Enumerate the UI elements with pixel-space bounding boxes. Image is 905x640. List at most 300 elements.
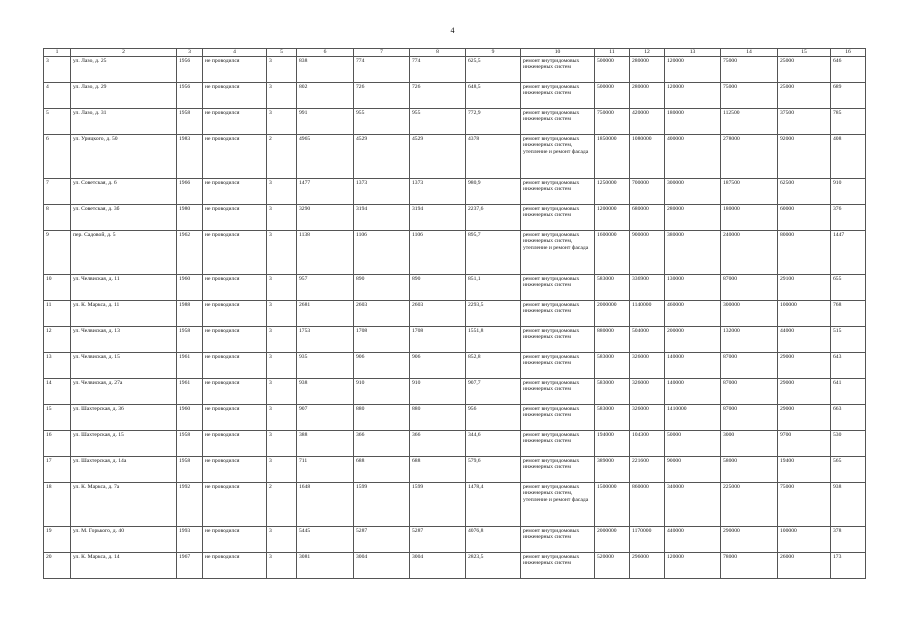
cell-area-living: 4529: [354, 135, 410, 179]
cell-cost-owners: 80000: [778, 231, 831, 275]
cell-cost-owners: 100000: [778, 527, 831, 553]
cell-cost-fund: 1080000: [630, 135, 665, 179]
cell-floors: 3: [267, 205, 297, 231]
cell-area-residential: 890: [410, 275, 466, 301]
cell-work-type: ремонт внутридомовых инженерных систем: [521, 179, 595, 205]
cell-year-built: 1961: [177, 379, 203, 405]
cell-area-apartments: 852,8: [466, 353, 521, 379]
cell-area-living: 1708: [354, 327, 410, 353]
cell-last-repair: не проводился: [203, 231, 267, 275]
cell-area-total: 5445: [297, 527, 354, 553]
cell-work-type: ремонт внутридомовых инженерных систем, утепление и ремонт фасада: [521, 483, 595, 527]
cell-area-residential: 1708: [410, 327, 466, 353]
cell-address: пер. Садовой, д. 5: [71, 231, 177, 275]
cell-area-apartments: 4076,8: [466, 527, 521, 553]
cell-area-total: 1648: [297, 483, 354, 527]
cell-last-repair: не проводился: [203, 301, 267, 327]
cell-work-type: ремонт внутридомовых инженерных систем: [521, 405, 595, 431]
cell-address: ул. Лазо, д. 31: [71, 109, 177, 135]
cell-cost-per-sqm: 663: [831, 405, 866, 431]
cell-area-total: 3081: [297, 553, 354, 579]
cell-cost-owners: 75000: [778, 483, 831, 527]
cell-work-type: ремонт внутридомовых инженерных систем: [521, 301, 595, 327]
cell-row-number: 17: [44, 457, 71, 483]
cell-cost-owners: 25000: [778, 57, 831, 83]
cell-area-residential: 688: [410, 457, 466, 483]
cell-cost-municipal: 180000: [721, 205, 778, 231]
cell-cost-fund: 860000: [630, 483, 665, 527]
column-header: 10: [521, 49, 595, 57]
cell-row-number: 12: [44, 327, 71, 353]
cell-area-living: 1373: [354, 179, 410, 205]
cell-address: ул. М. Горького, д. 40: [71, 527, 177, 553]
cell-year-built: 1960: [177, 405, 203, 431]
cell-last-repair: не проводился: [203, 135, 267, 179]
cell-cost-fund: 1170000: [630, 527, 665, 553]
cell-floors: 3: [267, 57, 297, 83]
cell-area-total: 388: [297, 431, 354, 457]
cell-cost-per-sqm: 910: [831, 179, 866, 205]
cell-cost-total: 2000000: [595, 527, 630, 553]
cell-area-apartments: 980,9: [466, 179, 521, 205]
cell-row-number: 10: [44, 275, 71, 301]
cell-cost-region: 280000: [665, 205, 721, 231]
cell-last-repair: не проводился: [203, 57, 267, 83]
column-header: 12: [630, 49, 665, 57]
cell-area-total: 2681: [297, 301, 354, 327]
cell-cost-owners: 62500: [778, 179, 831, 205]
cell-last-repair: не проводился: [203, 527, 267, 553]
cell-address: ул. Урицкого, д. 50: [71, 135, 177, 179]
cell-cost-region: 460000: [665, 301, 721, 327]
cell-area-apartments: 579,6: [466, 457, 521, 483]
cell-area-living: 910: [354, 379, 410, 405]
cell-cost-region: 90000: [665, 457, 721, 483]
cell-cost-fund: 326000: [630, 405, 665, 431]
cell-cost-per-sqm: 378: [831, 527, 866, 553]
cell-cost-per-sqm: 689: [831, 83, 866, 109]
cell-cost-municipal: 75000: [721, 57, 778, 83]
cell-cost-municipal: 290000: [721, 527, 778, 553]
cell-cost-owners: 19400: [778, 457, 831, 483]
cell-last-repair: не проводился: [203, 431, 267, 457]
cell-work-type: ремонт внутридомовых инженерных систем: [521, 275, 595, 301]
cell-cost-total: 583000: [595, 353, 630, 379]
column-header: 6: [297, 49, 354, 57]
table-row: [44, 109, 866, 135]
cell-year-built: 1980: [177, 205, 203, 231]
cell-cost-per-sqm: 515: [831, 327, 866, 353]
cell-area-total: 802: [297, 83, 354, 109]
cell-row-number: 19: [44, 527, 71, 553]
cell-area-residential: 1106: [410, 231, 466, 275]
cell-year-built: 1960: [177, 275, 203, 301]
cell-cost-municipal: 112500: [721, 109, 778, 135]
cell-cost-per-sqm: 173: [831, 553, 866, 579]
cell-floors: 3: [267, 301, 297, 327]
cell-area-total: 991: [297, 109, 354, 135]
table-row: [44, 135, 866, 179]
cell-cost-region: 120000: [665, 83, 721, 109]
cell-floors: 3: [267, 379, 297, 405]
cell-cost-per-sqm: 646: [831, 57, 866, 83]
cell-cost-region: 120000: [665, 553, 721, 579]
cell-cost-per-sqm: 376: [831, 205, 866, 231]
cell-cost-municipal: 3000: [721, 431, 778, 457]
cell-cost-owners: 29000: [778, 405, 831, 431]
column-header: 5: [267, 49, 297, 57]
cell-area-residential: 726: [410, 83, 466, 109]
cell-work-type: ремонт внутридомовых инженерных систем: [521, 57, 595, 83]
cell-last-repair: не проводился: [203, 109, 267, 135]
cell-cost-owners: 100000: [778, 301, 831, 327]
cell-cost-per-sqm: 785: [831, 109, 866, 135]
cell-floors: 3: [267, 275, 297, 301]
cell-year-built: 1988: [177, 301, 203, 327]
column-header: 8: [410, 49, 466, 57]
column-header: 9: [466, 49, 521, 57]
cell-area-living: 955: [354, 109, 410, 135]
cell-cost-municipal: 132000: [721, 327, 778, 353]
cell-area-total: 711: [297, 457, 354, 483]
cell-cost-region: 200000: [665, 327, 721, 353]
cell-floors: 3: [267, 457, 297, 483]
cell-address: ул. Лазо, д. 25: [71, 57, 177, 83]
cell-work-type: ремонт внутридомовых инженерных систем: [521, 431, 595, 457]
cell-cost-total: 880000: [595, 327, 630, 353]
cell-cost-municipal: 300000: [721, 301, 778, 327]
cell-area-apartments: 1478,4: [466, 483, 521, 527]
table-row: [44, 179, 866, 205]
table-row: [44, 405, 866, 431]
cell-area-residential: 5287: [410, 527, 466, 553]
cell-cost-municipal: 278000: [721, 135, 778, 179]
cell-area-apartments: 2237,6: [466, 205, 521, 231]
cell-last-repair: не проводился: [203, 483, 267, 527]
table-row: [44, 275, 866, 301]
cell-address: ул. Советская, д. 6: [71, 179, 177, 205]
table-row: [44, 205, 866, 231]
table-row: [44, 483, 866, 527]
cell-cost-total: 583000: [595, 405, 630, 431]
page-number: 4: [450, 26, 455, 35]
cell-cost-per-sqm: 938: [831, 483, 866, 527]
cell-area-living: 5287: [354, 527, 410, 553]
cell-area-living: 688: [354, 457, 410, 483]
cell-area-total: 938: [297, 379, 354, 405]
column-header: 1: [44, 49, 71, 57]
cell-cost-owners: 92000: [778, 135, 831, 179]
cell-last-repair: не проводился: [203, 275, 267, 301]
cell-row-number: 8: [44, 205, 71, 231]
cell-work-type: ремонт внутридомовых инженерных систем: [521, 353, 595, 379]
cell-cost-per-sqm: 530: [831, 431, 866, 457]
cell-area-living: 2603: [354, 301, 410, 327]
cell-area-total: 838: [297, 57, 354, 83]
column-header: 3: [177, 49, 203, 57]
cell-area-total: 935: [297, 353, 354, 379]
cell-area-living: 890: [354, 275, 410, 301]
cell-cost-total: 500000: [595, 57, 630, 83]
cell-cost-total: 583000: [595, 275, 630, 301]
column-header: 4: [203, 49, 267, 57]
cell-address: ул. Советская, д. 3б: [71, 205, 177, 231]
table-row: [44, 353, 866, 379]
cell-cost-total: 389000: [595, 457, 630, 483]
cell-area-living: 3194: [354, 205, 410, 231]
cell-cost-per-sqm: 643: [831, 353, 866, 379]
cell-cost-owners: 29000: [778, 353, 831, 379]
cell-cost-region: 440000: [665, 527, 721, 553]
cell-address: ул. К. Маркса, д. 7а: [71, 483, 177, 527]
cell-cost-owners: 25000: [778, 83, 831, 109]
cell-row-number: 16: [44, 431, 71, 457]
cell-area-residential: 880: [410, 405, 466, 431]
cell-area-total: 1753: [297, 327, 354, 353]
cell-cost-municipal: 225000: [721, 483, 778, 527]
cell-cost-total: 2000000: [595, 301, 630, 327]
table-row: [44, 83, 866, 109]
cell-cost-total: 1850000: [595, 135, 630, 179]
cell-area-apartments: 648,5: [466, 83, 521, 109]
cell-cost-fund: 420000: [630, 109, 665, 135]
cell-cost-municipal: 187500: [721, 179, 778, 205]
cell-year-built: 1956: [177, 83, 203, 109]
cell-area-residential: 3004: [410, 553, 466, 579]
cell-row-number: 18: [44, 483, 71, 527]
cell-last-repair: не проводился: [203, 553, 267, 579]
cell-cost-total: 583000: [595, 379, 630, 405]
cell-cost-fund: 336900: [630, 275, 665, 301]
cell-area-residential: 4529: [410, 135, 466, 179]
table-body: [44, 57, 866, 579]
cell-cost-fund: 296000: [630, 553, 665, 579]
cell-cost-total: 500000: [595, 83, 630, 109]
cell-floors: 3: [267, 109, 297, 135]
cell-cost-total: 1600000: [595, 231, 630, 275]
table-row: [44, 231, 866, 275]
cell-year-built: 1958: [177, 457, 203, 483]
cell-area-apartments: 2293,5: [466, 301, 521, 327]
cell-work-type: ремонт внутридомовых инженерных систем, утепление и ремонт фасада: [521, 135, 595, 179]
column-header: 11: [595, 49, 630, 57]
cell-row-number: 14: [44, 379, 71, 405]
column-header: 13: [665, 49, 721, 57]
cell-work-type: ремонт внутридомовых инженерных систем: [521, 205, 595, 231]
cell-cost-region: 120000: [665, 57, 721, 83]
cell-cost-total: 520000: [595, 553, 630, 579]
cell-last-repair: не проводился: [203, 379, 267, 405]
cell-cost-fund: 326000: [630, 379, 665, 405]
cell-row-number: 5: [44, 109, 71, 135]
cell-area-residential: 906: [410, 353, 466, 379]
cell-area-apartments: 625,5: [466, 57, 521, 83]
cell-floors: 3: [267, 327, 297, 353]
cell-area-residential: 1599: [410, 483, 466, 527]
cell-last-repair: не проводился: [203, 327, 267, 353]
table-row: [44, 379, 866, 405]
column-header: 16: [831, 49, 866, 57]
cell-area-apartments: 907,7: [466, 379, 521, 405]
cell-last-repair: не проводился: [203, 205, 267, 231]
cell-work-type: ремонт внутридомовых инженерных систем: [521, 83, 595, 109]
cell-cost-region: 50000: [665, 431, 721, 457]
cell-year-built: 1983: [177, 135, 203, 179]
cell-cost-municipal: 78000: [721, 553, 778, 579]
cell-cost-owners: 26000: [778, 553, 831, 579]
cell-cost-fund: 104300: [630, 431, 665, 457]
cell-area-total: 957: [297, 275, 354, 301]
cell-area-total: 907: [297, 405, 354, 431]
cell-area-apartments: 895,7: [466, 231, 521, 275]
cell-cost-per-sqm: 641: [831, 379, 866, 405]
cell-area-residential: 366: [410, 431, 466, 457]
cell-area-residential: 2603: [410, 301, 466, 327]
cell-work-type: ремонт внутридомовых инженерных систем: [521, 327, 595, 353]
cell-row-number: 11: [44, 301, 71, 327]
cell-area-living: 366: [354, 431, 410, 457]
cell-cost-region: 130000: [665, 275, 721, 301]
cell-floors: 2: [267, 135, 297, 179]
cell-floors: 3: [267, 405, 297, 431]
table-row: [44, 301, 866, 327]
cell-area-apartments: 1551,8: [466, 327, 521, 353]
cell-last-repair: не проводился: [203, 83, 267, 109]
cell-cost-municipal: 58000: [721, 457, 778, 483]
cell-work-type: ремонт внутридомовых инженерных систем: [521, 379, 595, 405]
cell-last-repair: не проводился: [203, 457, 267, 483]
cell-cost-per-sqm: 1447: [831, 231, 866, 275]
cell-cost-region: 180000: [665, 109, 721, 135]
column-number-row: [44, 49, 866, 57]
cell-area-living: 1106: [354, 231, 410, 275]
cell-address: ул. Шахтерская, д. 14а: [71, 457, 177, 483]
cell-row-number: 6: [44, 135, 71, 179]
cell-row-number: 4: [44, 83, 71, 109]
cell-floors: 3: [267, 431, 297, 457]
table-row: [44, 553, 866, 579]
cell-cost-fund: 221600: [630, 457, 665, 483]
cell-year-built: 1992: [177, 483, 203, 527]
cell-area-residential: 955: [410, 109, 466, 135]
cell-area-total: 3290: [297, 205, 354, 231]
cell-area-living: 3004: [354, 553, 410, 579]
cell-address: ул. Лазо, д. 29: [71, 83, 177, 109]
cell-cost-fund: 900000: [630, 231, 665, 275]
cell-year-built: 1958: [177, 109, 203, 135]
cell-last-repair: не проводился: [203, 179, 267, 205]
cell-area-residential: 774: [410, 57, 466, 83]
cell-area-residential: 910: [410, 379, 466, 405]
cell-area-apartments: 772,9: [466, 109, 521, 135]
cell-cost-municipal: 87000: [721, 405, 778, 431]
cell-cost-region: 400000: [665, 135, 721, 179]
cell-area-residential: 3194: [410, 205, 466, 231]
table-row: [44, 57, 866, 83]
cell-year-built: 1958: [177, 327, 203, 353]
cell-cost-total: 750000: [595, 109, 630, 135]
cell-cost-fund: 280000: [630, 57, 665, 83]
cell-year-built: 1956: [177, 57, 203, 83]
cell-year-built: 1967: [177, 553, 203, 579]
cell-cost-per-sqm: 655: [831, 275, 866, 301]
cell-area-residential: 1373: [410, 179, 466, 205]
cell-cost-fund: 326000: [630, 353, 665, 379]
cell-cost-region: 300000: [665, 179, 721, 205]
cell-address: ул. Челвиская, д. 13: [71, 327, 177, 353]
cell-cost-owners: 44000: [778, 327, 831, 353]
cell-area-living: 1599: [354, 483, 410, 527]
cell-cost-owners: 29100: [778, 275, 831, 301]
cell-cost-total: 1250000: [595, 179, 630, 205]
cell-year-built: 1958: [177, 431, 203, 457]
cell-area-living: 906: [354, 353, 410, 379]
cell-floors: 3: [267, 353, 297, 379]
cell-area-apartments: 2823,5: [466, 553, 521, 579]
cell-row-number: 20: [44, 553, 71, 579]
cell-floors: 3: [267, 83, 297, 109]
cell-cost-region: 140000: [665, 353, 721, 379]
column-header: 7: [354, 49, 410, 57]
cell-cost-per-sqm: 408: [831, 135, 866, 179]
cell-work-type: ремонт внутридомовых инженерных систем: [521, 527, 595, 553]
cell-work-type: ремонт внутридомовых инженерных систем: [521, 457, 595, 483]
cell-address: ул. Шахтерская, д. 15: [71, 431, 177, 457]
housing-repair-table: [43, 48, 866, 579]
cell-address: ул. Шахтерская, д. 36: [71, 405, 177, 431]
cell-area-total: 4965: [297, 135, 354, 179]
cell-area-apartments: 956: [466, 405, 521, 431]
cell-row-number: 9: [44, 231, 71, 275]
cell-year-built: 1993: [177, 527, 203, 553]
cell-address: ул. Челвиская, д. 11: [71, 275, 177, 301]
cell-area-apartments: 4378: [466, 135, 521, 179]
cell-row-number: 3: [44, 57, 71, 83]
cell-cost-region: 380000: [665, 231, 721, 275]
cell-area-living: 774: [354, 57, 410, 83]
cell-floors: 3: [267, 527, 297, 553]
cell-year-built: 1966: [177, 179, 203, 205]
table-row: [44, 457, 866, 483]
cell-address: ул. Челвиская, д. 27а: [71, 379, 177, 405]
table-row: [44, 327, 866, 353]
cell-floors: 3: [267, 231, 297, 275]
cell-area-living: 880: [354, 405, 410, 431]
cell-cost-per-sqm: 768: [831, 301, 866, 327]
table-row: [44, 431, 866, 457]
cell-address: ул. К. Маркса, д. 14: [71, 553, 177, 579]
cell-cost-owners: 37500: [778, 109, 831, 135]
cell-year-built: 1962: [177, 231, 203, 275]
cell-cost-region: 140000: [665, 379, 721, 405]
cell-row-number: 13: [44, 353, 71, 379]
cell-area-apartments: 344,6: [466, 431, 521, 457]
cell-cost-fund: 680000: [630, 205, 665, 231]
cell-row-number: 7: [44, 179, 71, 205]
cell-last-repair: не проводился: [203, 353, 267, 379]
cell-cost-fund: 700000: [630, 179, 665, 205]
cell-row-number: 15: [44, 405, 71, 431]
cell-area-total: 1477: [297, 179, 354, 205]
cell-cost-municipal: 87000: [721, 379, 778, 405]
cell-area-apartments: 851,1: [466, 275, 521, 301]
cell-year-built: 1961: [177, 353, 203, 379]
cell-area-total: 1138: [297, 231, 354, 275]
cell-cost-owners: 29000: [778, 379, 831, 405]
cell-work-type: ремонт внутридомовых инженерных систем: [521, 109, 595, 135]
cell-cost-municipal: 87000: [721, 353, 778, 379]
cell-cost-fund: 504000: [630, 327, 665, 353]
